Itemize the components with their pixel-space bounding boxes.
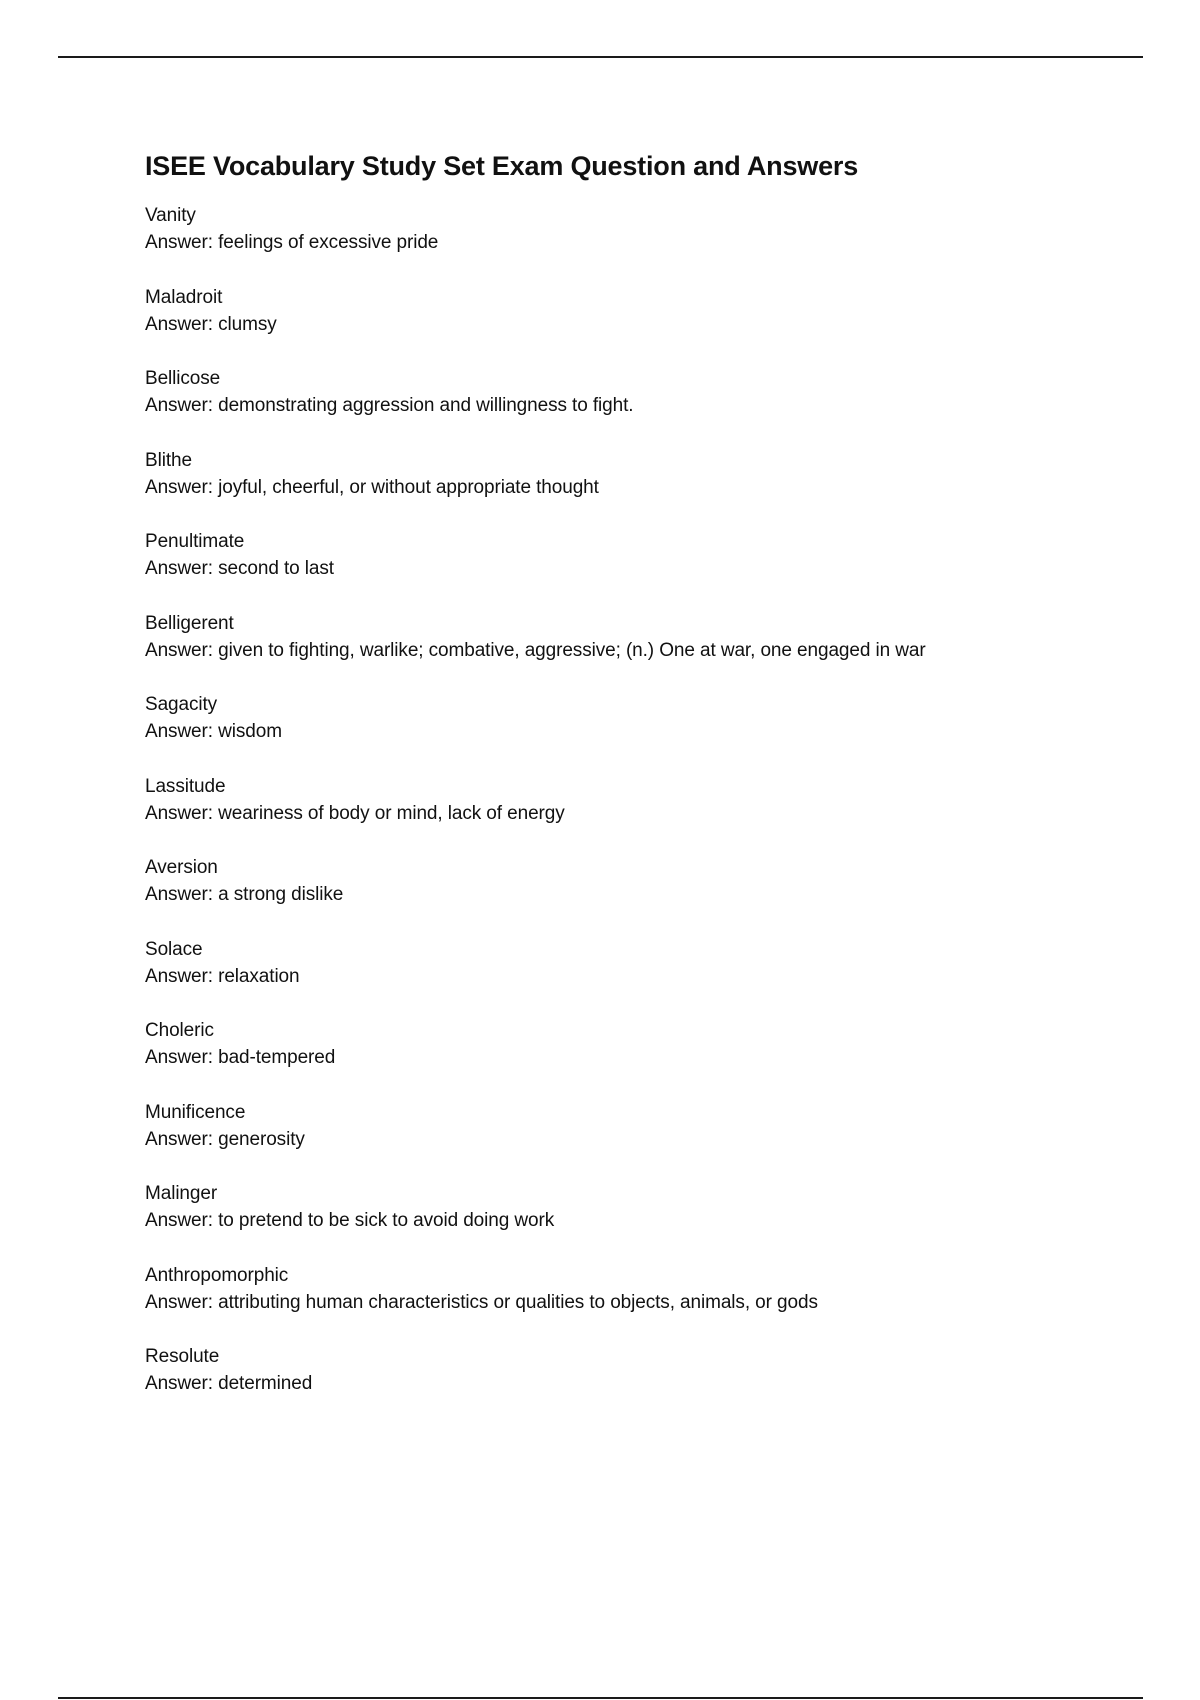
answer: Answer: given to fighting, warlike; combative, aggressive; (n.) One at war, one engaged in war	[145, 639, 926, 661]
list-item	[145, 610, 1145, 692]
vocabulary-list	[145, 202, 1145, 1425]
answer: Answer: clumsy	[145, 313, 277, 335]
answer: Answer: relaxation	[145, 965, 300, 987]
list-item	[145, 202, 1145, 284]
list-item	[145, 773, 1145, 855]
answer: Answer: attributing human characteristics or qualities to objects, animals, or gods	[145, 1291, 818, 1313]
list-item	[145, 936, 1145, 1018]
answer: Answer: determined	[145, 1373, 313, 1394]
answer: Answer: a strong dislike	[145, 884, 344, 905]
document-body	[145, 146, 1145, 1425]
term: Penultimate	[145, 531, 245, 552]
list-item	[145, 1099, 1145, 1181]
document-title: ISEE Vocabulary Study Set Exam Question and Answers	[145, 151, 859, 181]
term: Resolute	[145, 1346, 220, 1367]
answer: Answer: wisdom	[145, 721, 282, 742]
term: Maladroit	[145, 286, 223, 308]
bottom-divider	[58, 1697, 1143, 1699]
term: Choleric	[145, 1020, 214, 1041]
term: Belligerent	[145, 612, 234, 634]
term: Malinger	[145, 1183, 218, 1204]
list-item	[145, 447, 1145, 529]
term: Anthropomorphic	[145, 1264, 289, 1286]
list-item	[145, 1262, 1145, 1344]
term: Vanity	[145, 205, 196, 226]
answer: Answer: to pretend to be sick to avoid doing work	[145, 1210, 555, 1231]
term: Solace	[145, 938, 203, 960]
answer: Answer: second to last	[145, 558, 334, 579]
answer: Answer: feelings of excessive pride	[145, 232, 439, 253]
term: Lassitude	[145, 775, 226, 797]
list-item	[145, 1017, 1145, 1099]
list-item	[145, 284, 1145, 366]
list-item	[145, 528, 1145, 610]
term: Munificence	[145, 1101, 246, 1123]
list-item	[145, 691, 1145, 773]
term: Sagacity	[145, 694, 218, 715]
answer: Answer: weariness of body or mind, lack of energy	[145, 802, 565, 824]
list-item	[145, 854, 1145, 936]
answer: Answer: demonstrating aggression and willingness to fight.	[145, 395, 634, 416]
list-item	[145, 1343, 1145, 1425]
answer: Answer: joyful, cheerful, or without appropriate thought	[145, 476, 599, 498]
list-item	[145, 1180, 1145, 1262]
list-item	[145, 365, 1145, 447]
top-divider	[58, 56, 1143, 58]
term: Blithe	[145, 449, 192, 471]
answer: Answer: generosity	[145, 1128, 305, 1150]
term: Aversion	[145, 857, 218, 878]
answer: Answer: bad-tempered	[145, 1047, 336, 1068]
term: Bellicose	[145, 368, 221, 389]
